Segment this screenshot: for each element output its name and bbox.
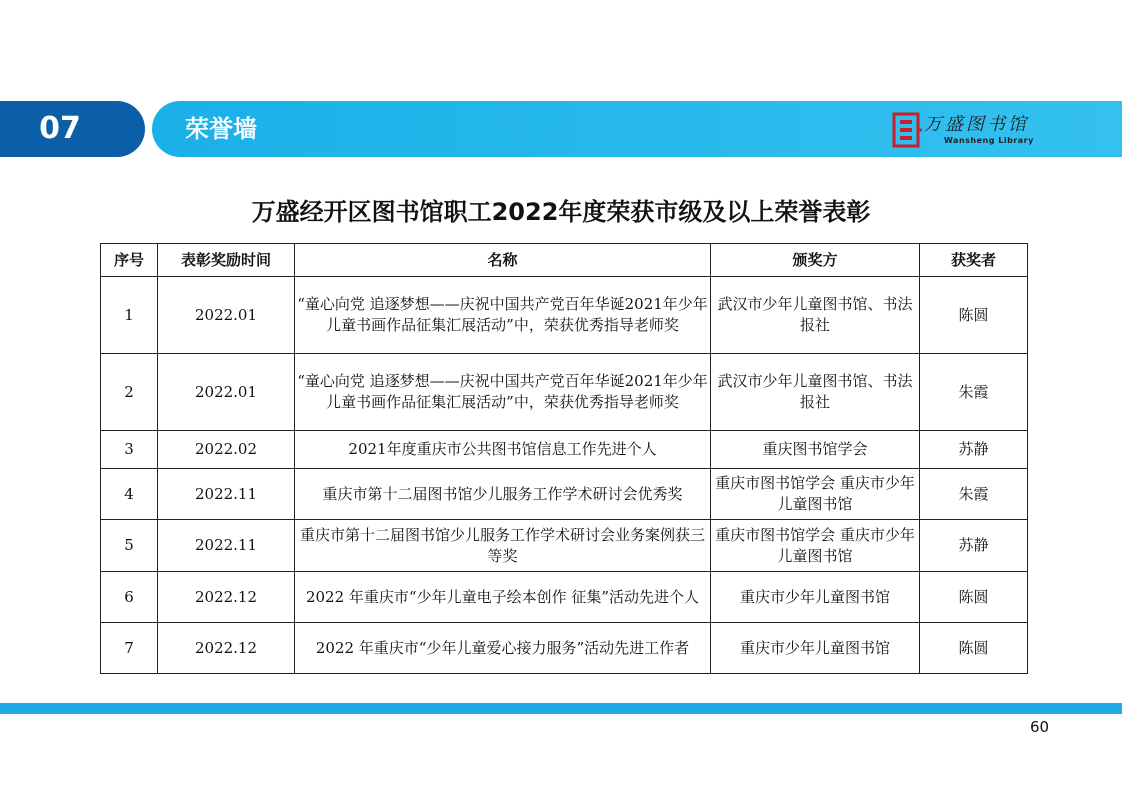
cell-name: 2021年度重庆市公共图书馆信息工作先进个人 — [295, 431, 711, 469]
cell-winner: 苏静 — [920, 520, 1028, 572]
table-row — [101, 572, 1028, 623]
cell-issuer: 武汉市少年儿童图书馆、书法报社 — [711, 354, 920, 431]
cell-winner: 苏静 — [920, 431, 1028, 469]
cell-no: 4 — [101, 469, 158, 520]
table-row — [101, 469, 1028, 520]
cell-date: 2022.12 — [158, 572, 295, 623]
table-row — [101, 520, 1028, 572]
cell-name: 重庆市第十二届图书馆少儿服务工作学术研讨会优秀奖 — [295, 469, 711, 520]
cell-name: 2022 年重庆市“少年儿童爱心接力服务”活动先进工作者 — [295, 623, 711, 674]
page-number: 60 — [1030, 718, 1050, 736]
table-header-row — [101, 244, 1028, 277]
section-number: 07 — [39, 111, 81, 146]
cell-issuer: 重庆图书馆学会 — [711, 431, 920, 469]
table-row — [101, 431, 1028, 469]
section-title: 荣誉墙 — [185, 115, 257, 143]
cell-date: 2022.11 — [158, 520, 295, 572]
cell-issuer: 重庆市少年儿童图书馆 — [711, 623, 920, 674]
cell-no: 5 — [101, 520, 158, 572]
cell-winner: 朱霞 — [920, 469, 1028, 520]
cell-date: 2022.01 — [158, 277, 295, 354]
cell-name: “童心向党 追逐梦想——庆祝中国共产党百年华诞2021年少年儿童书画作品征集汇展活动”中，荣获优秀指导老师奖 — [295, 354, 711, 431]
cell-date: 2022.11 — [158, 469, 295, 520]
header-name: 名称 — [295, 244, 711, 277]
logo-name: 万盛图书馆 — [924, 114, 1029, 135]
cell-winner: 陈圆 — [920, 277, 1028, 354]
cell-name: “童心向党 追逐梦想——庆祝中国共产党百年华诞2021年少年儿童书画作品征集汇展活动”中，荣获优秀指导老师奖 — [295, 277, 711, 354]
cell-no: 7 — [101, 623, 158, 674]
footer-bar — [0, 703, 1122, 714]
cell-winner: 朱霞 — [920, 354, 1028, 431]
cell-issuer: 重庆市图书馆学会 重庆市少年儿童图书馆 — [711, 469, 920, 520]
cell-name: 重庆市第十二届图书馆少儿服务工作学术研讨会业务案例获三等奖 — [295, 520, 711, 572]
cell-winner: 陈圆 — [920, 572, 1028, 623]
cell-no: 3 — [101, 431, 158, 469]
table-row — [101, 277, 1028, 354]
cell-name: 2022 年重庆市“少年儿童电子绘本创作 征集”活动先进个人 — [295, 572, 711, 623]
logo-subtext: Wansheng Library — [944, 136, 1034, 145]
header-no: 序号 — [101, 244, 158, 277]
cell-no: 2 — [101, 354, 158, 431]
cell-date: 2022.02 — [158, 431, 295, 469]
honors-table — [100, 243, 1028, 674]
cell-no: 6 — [101, 572, 158, 623]
table-row — [101, 354, 1028, 431]
cell-winner: 陈圆 — [920, 623, 1028, 674]
table-row — [101, 623, 1028, 674]
cell-date: 2022.01 — [158, 354, 295, 431]
cell-date: 2022.12 — [158, 623, 295, 674]
cell-issuer: 武汉市少年儿童图书馆、书法报社 — [711, 277, 920, 354]
header-winner: 获奖者 — [920, 244, 1028, 277]
cell-issuer: 重庆市少年儿童图书馆 — [711, 572, 920, 623]
header-issuer: 颁奖方 — [711, 244, 920, 277]
document-title: 万盛经开区图书馆职工2022年度荣获市级及以上荣誉表彰 — [251, 198, 871, 226]
header-date: 表彰奖励时间 — [158, 244, 295, 277]
cell-issuer: 重庆市图书馆学会 重庆市少年儿童图书馆 — [711, 520, 920, 572]
cell-no: 1 — [101, 277, 158, 354]
